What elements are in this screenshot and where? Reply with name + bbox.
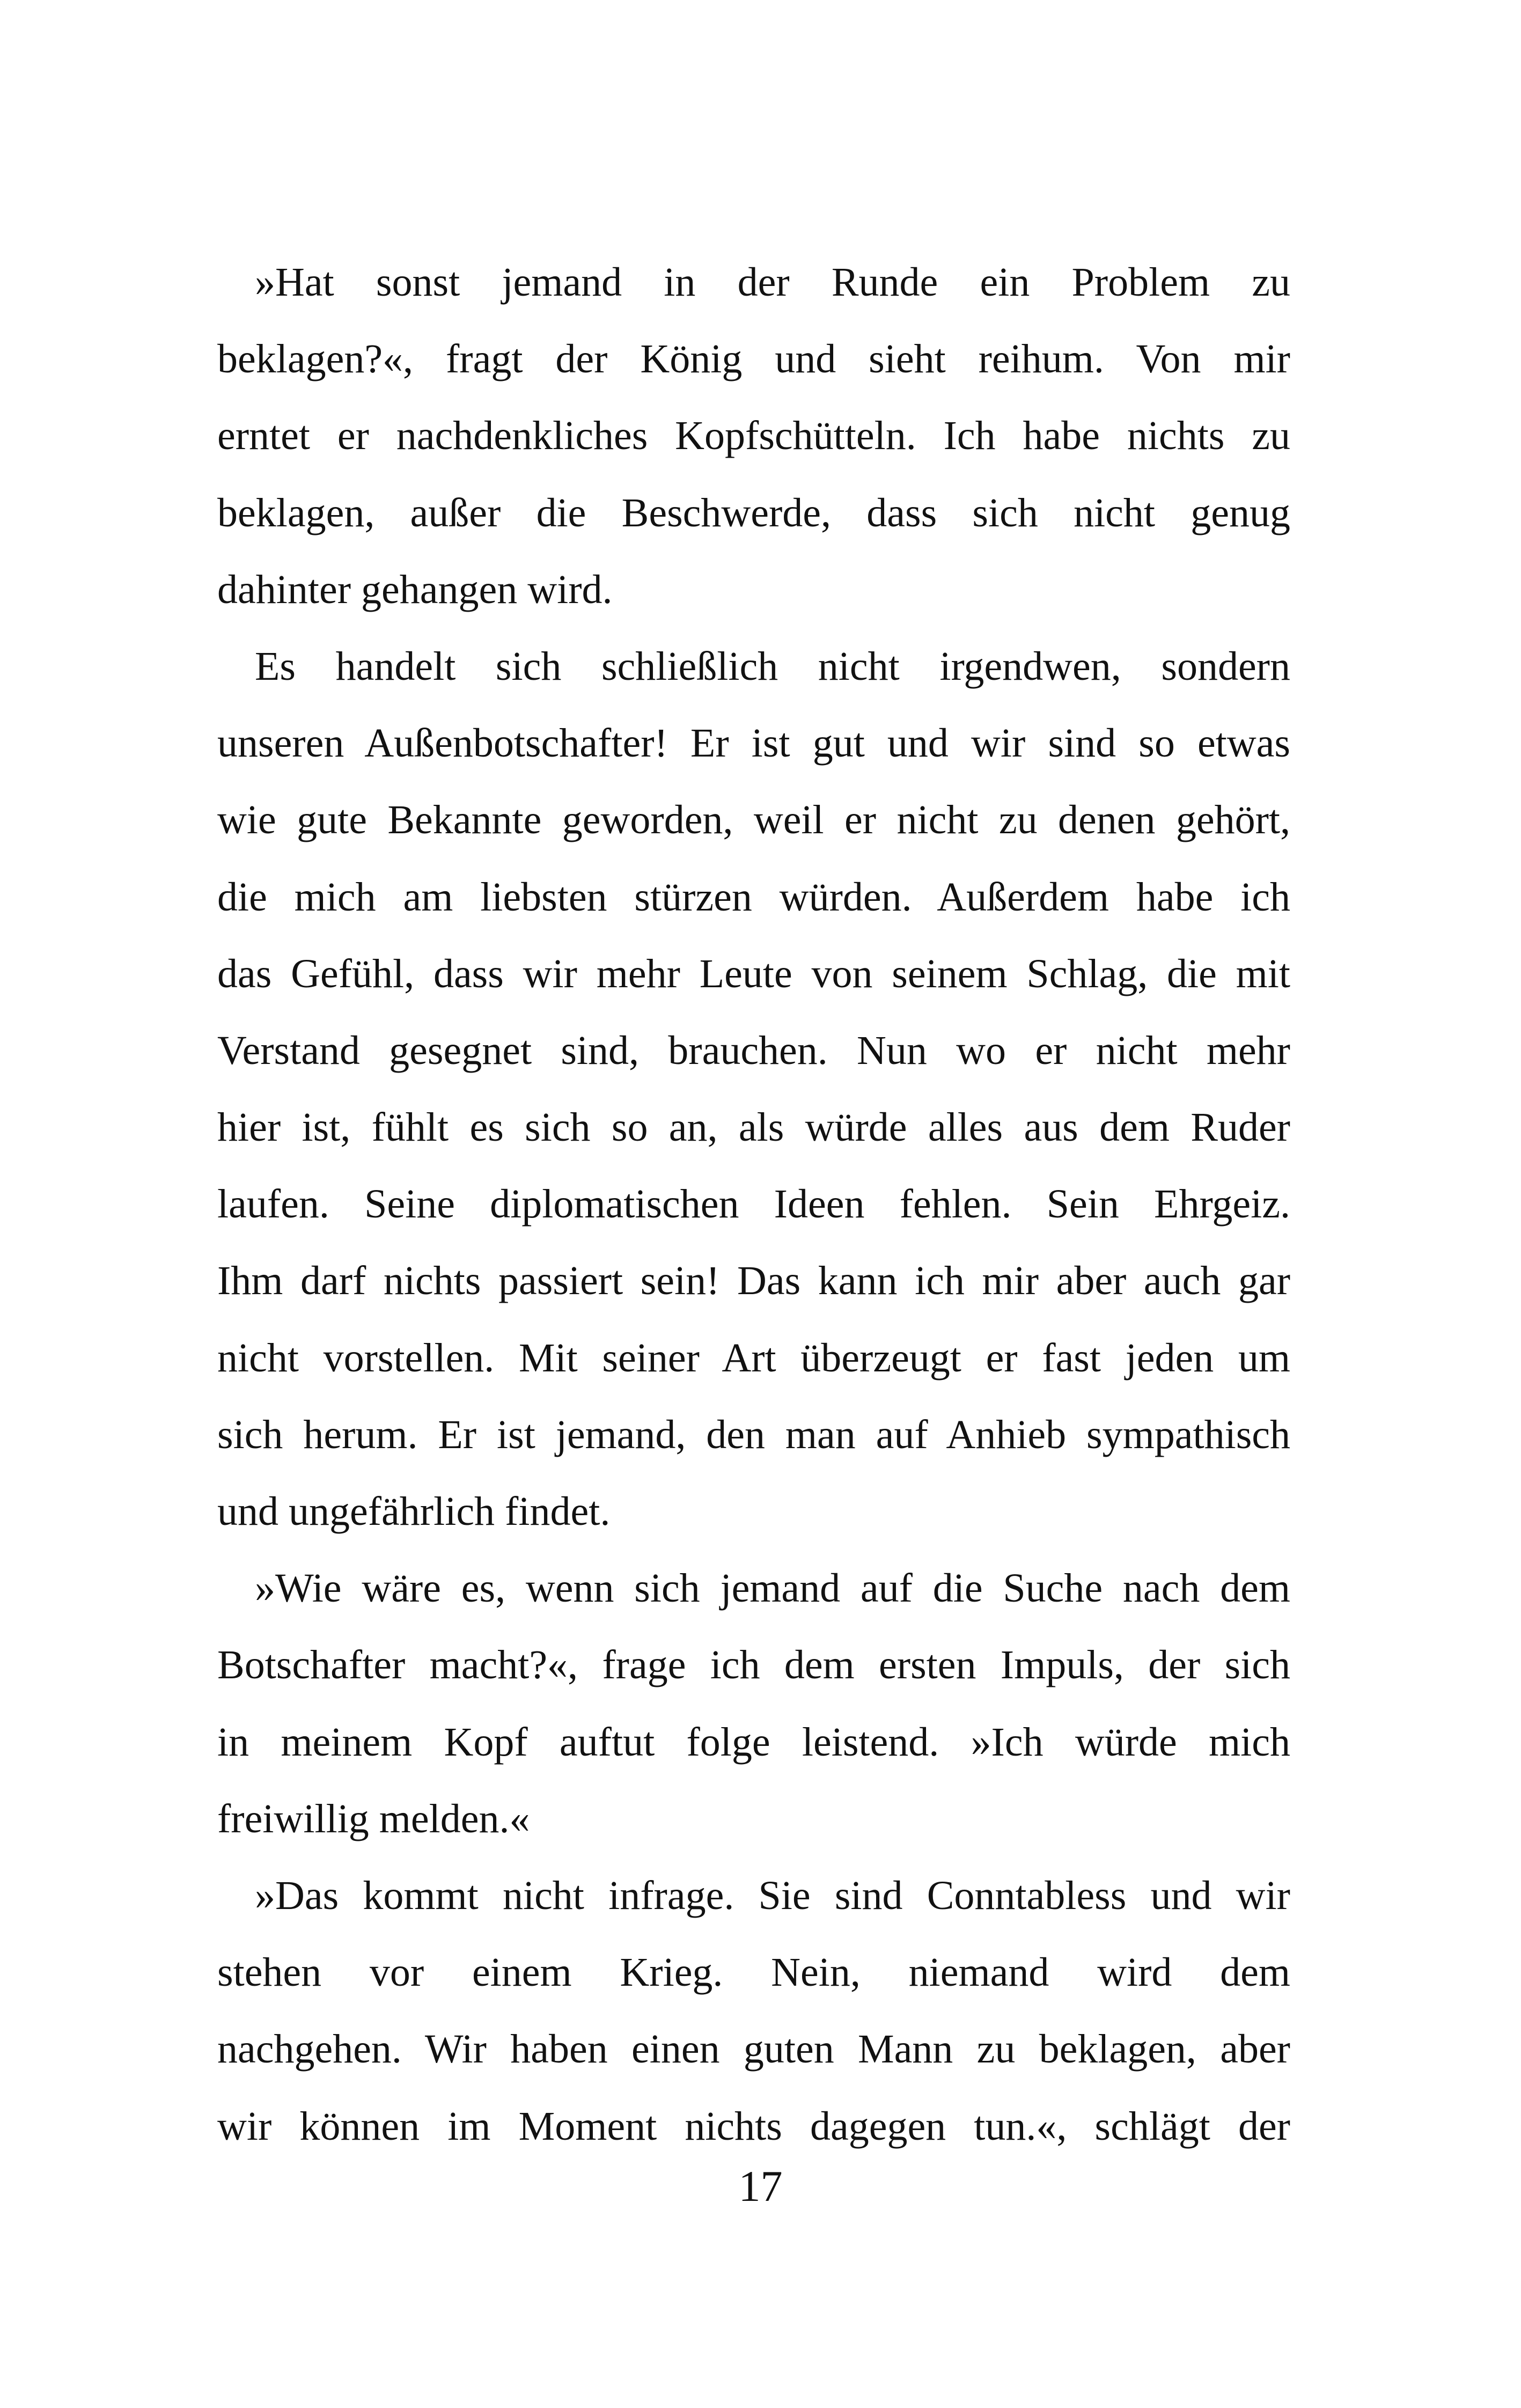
text-line: Verstand gesegnet sind, brauchen. Nun wo er nicht mehr	[217, 1027, 1290, 1073]
text-line: wie gute Bekannte geworden, weil er nicht zu denen gehört,	[217, 797, 1290, 843]
paragraph	[217, 628, 1290, 1550]
text-line: Botschafter macht?«, frage ich dem ersten Impuls, der sich	[217, 1642, 1290, 1688]
text-line: wir können im Moment nichts dagegen tun.«, schlägt der	[217, 2103, 1290, 2149]
text-line: hier ist, fühlt es sich so an, als würde alles aus dem Ruder	[217, 1105, 1290, 1150]
text-line: dahinter gehangen wird.	[217, 567, 613, 612]
page-number: 17	[738, 2162, 783, 2211]
paragraph	[217, 1550, 1290, 1858]
paragraph	[217, 244, 1290, 628]
text-line: beklagen?«, fragt der König und sieht reihum. Von mir	[217, 336, 1290, 382]
text-line: Es handelt sich schließlich nicht irgendwen, sondern	[255, 643, 1290, 689]
text-line: in meinem Kopf auftut folge leistend. »Ich würde mich	[217, 1719, 1290, 1765]
text-line: sich herum. Er ist jemand, den man auf Anhieb sympathisch	[217, 1412, 1290, 1457]
paragraph	[217, 1858, 1290, 2165]
text-line: »Hat sonst jemand in der Runde ein Problem zu	[255, 260, 1290, 305]
text-line: Ihm darf nichts passiert sein! Das kann ich mir aber auch gar	[217, 1258, 1290, 1304]
text-line: »Wie wäre es, wenn sich jemand auf die Suche nach dem	[255, 1566, 1290, 1611]
text-line: »Das kommt nicht infrage. Sie sind Conntabless und wir	[255, 1873, 1290, 1918]
text-line: nachgehen. Wir haben einen guten Mann zu beklagen, aber	[217, 2027, 1290, 2072]
text-line: und ungefährlich findet.	[217, 1489, 611, 1534]
text-line: nicht vorstellen. Mit seiner Art überzeugt er fast jeden um	[217, 1335, 1290, 1381]
text-line: unseren Außenbotschafter! Er ist gut und wir sind so etwas	[217, 721, 1290, 766]
body-text	[217, 244, 1290, 2165]
text-line: laufen. Seine diplomatischen Ideen fehlen. Sein Ehrgeiz.	[217, 1181, 1290, 1227]
text-line: das Gefühl, dass wir mehr Leute von seinem Schlag, die mit	[217, 951, 1290, 996]
text-line: freiwillig melden.«	[217, 1796, 530, 1841]
text-line: die mich am liebsten stürzen würden. Außerdem habe ich	[217, 874, 1290, 920]
text-line: beklagen, außer die Beschwerde, dass sich nicht genug	[217, 490, 1290, 535]
text-line: erntet er nachdenkliches Kopfschütteln. Ich habe nichts zu	[217, 413, 1290, 459]
text-line: stehen vor einem Krieg. Nein, niemand wird dem	[217, 1950, 1290, 1995]
